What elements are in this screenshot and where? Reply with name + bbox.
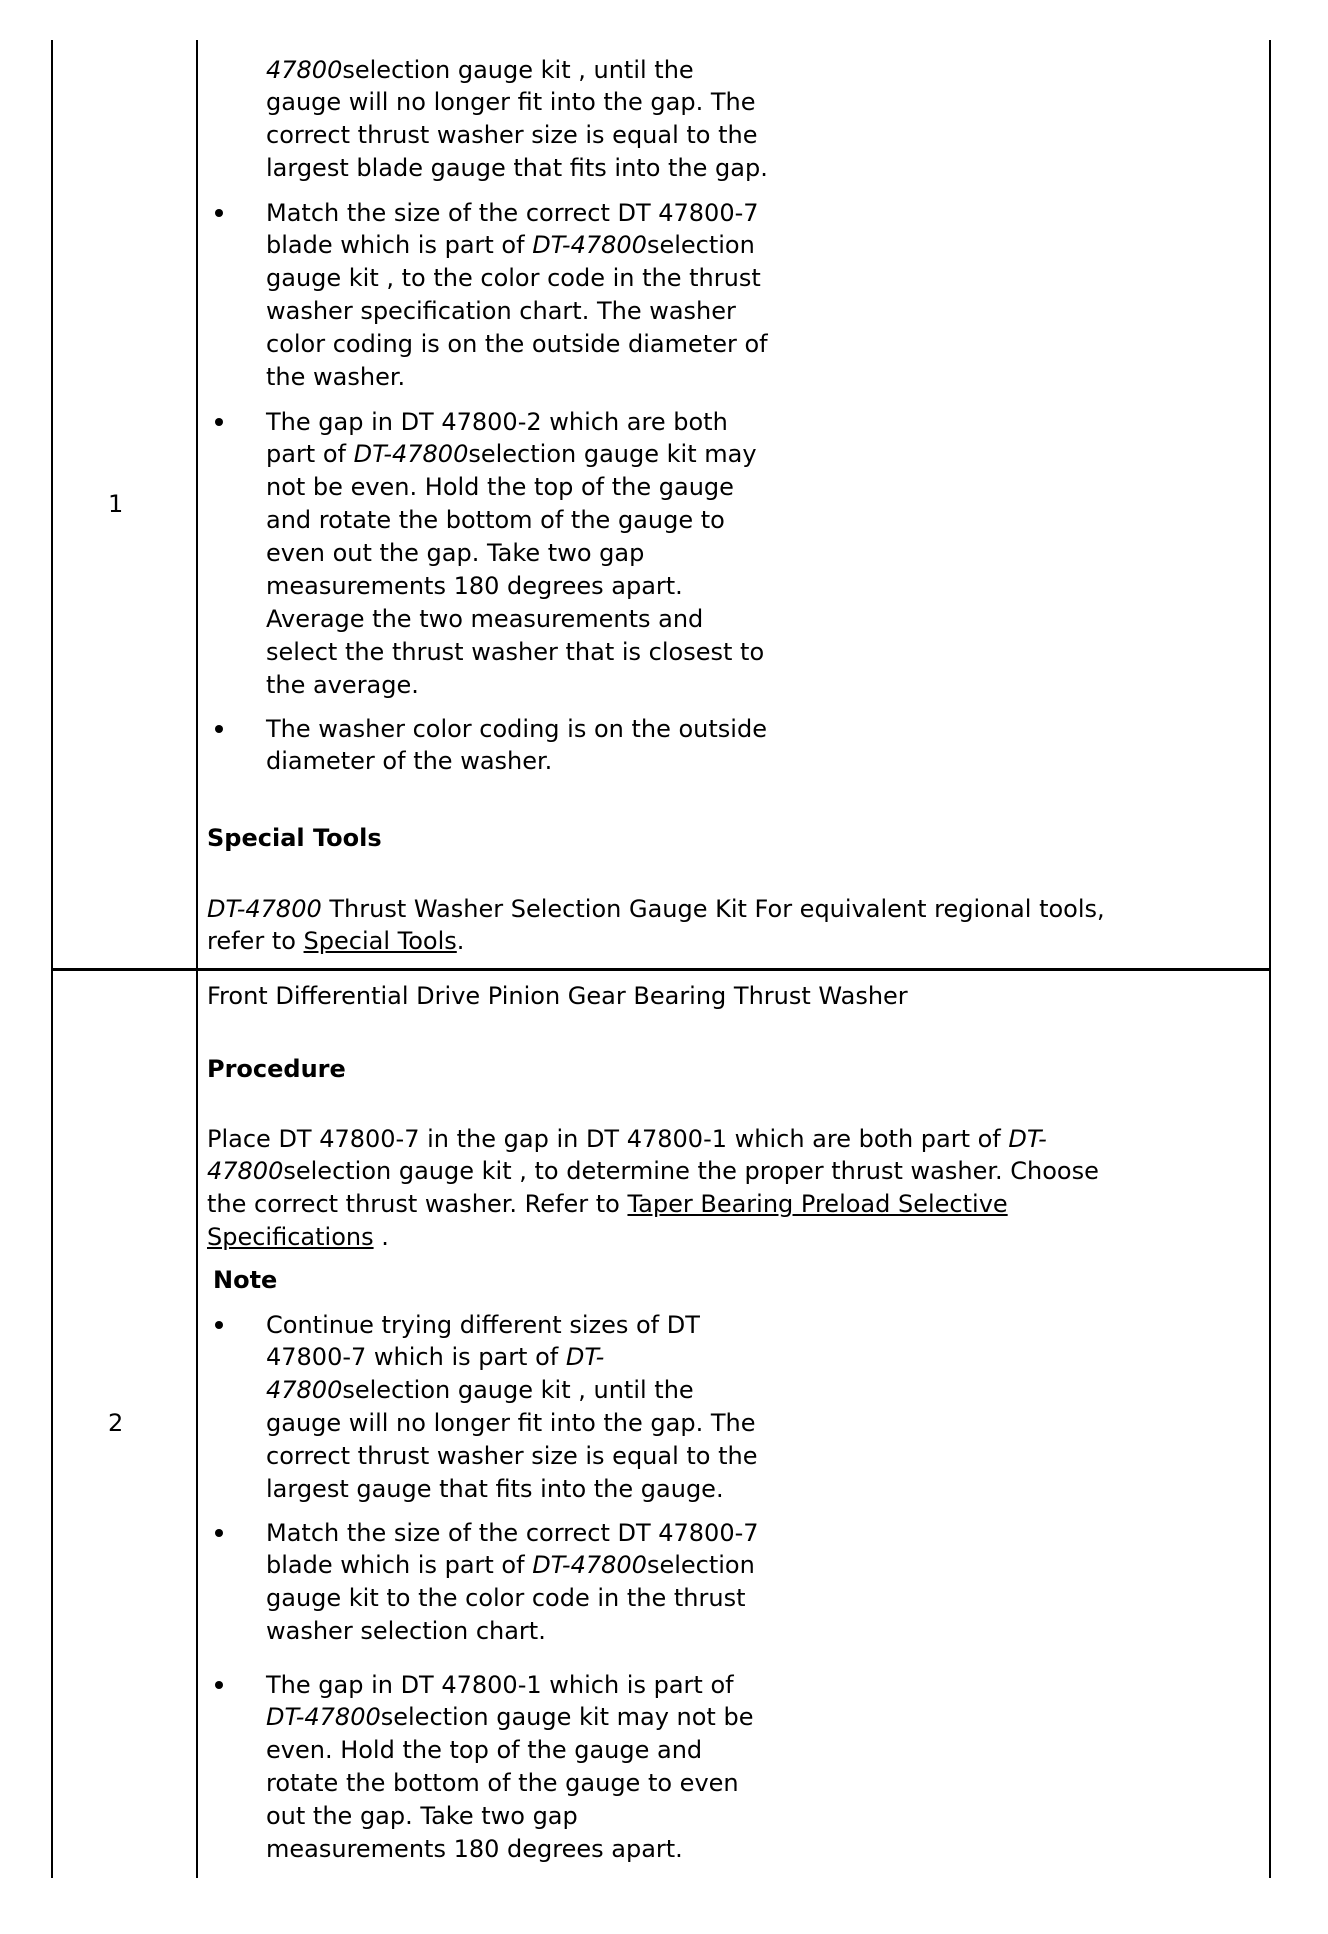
tool-reference: 47800 xyxy=(207,1157,284,1186)
text-run: measurements 180 degrees apart. xyxy=(266,1835,683,1863)
text-line xyxy=(266,86,755,119)
text-run: color coding is on the outside diameter of xyxy=(266,330,768,359)
text-run: Thrust Washer Selection Gauge Kit For equivalent regional tools, xyxy=(321,894,1105,923)
text-run: and rotate the bottom of the gauge to xyxy=(266,506,725,535)
tool-reference: DT- xyxy=(1008,1124,1047,1153)
text-line xyxy=(266,1615,546,1648)
text-line xyxy=(266,570,683,603)
text-line xyxy=(266,603,703,636)
text-run: largest gauge that fits into the gauge. xyxy=(266,1475,724,1503)
text-line xyxy=(266,1549,755,1582)
text-run: blade which is part of xyxy=(266,1551,533,1580)
text-line xyxy=(207,980,908,1013)
text-line xyxy=(266,1701,753,1734)
text-run: Continue trying different sizes of DT xyxy=(266,1310,700,1339)
reference-link[interactable]: Specifications xyxy=(207,1223,374,1252)
tool-reference: 47800 xyxy=(266,55,343,84)
text-run: Place DT 47800-7 in the gap in DT 47800-1 which are both part of xyxy=(207,1124,1009,1153)
text-run: largest blade gauge that fits into the gap. xyxy=(266,154,768,183)
text-run: even. Hold the top of the gauge and xyxy=(266,1736,703,1765)
text-line xyxy=(266,1582,746,1615)
text-line xyxy=(266,152,768,185)
bullet-icon xyxy=(215,209,223,217)
text-line xyxy=(266,1309,700,1342)
text-run: refer to xyxy=(207,927,304,956)
text-line xyxy=(266,1767,739,1800)
text-run: diameter of the washer. xyxy=(266,747,553,776)
tool-reference: DT-47800 xyxy=(266,1703,381,1732)
bullet-icon xyxy=(215,1321,223,1329)
text-line xyxy=(266,537,644,570)
text-line xyxy=(266,295,736,328)
text-run: part of xyxy=(266,440,354,469)
text-line xyxy=(266,713,767,746)
text-run: selection xyxy=(646,1551,755,1580)
text-run: gauge kit to the color code in the thrust xyxy=(266,1584,746,1613)
text-line xyxy=(207,1221,389,1254)
text-line xyxy=(266,406,728,439)
text-run: the washer. xyxy=(266,363,406,391)
text-run: selection gauge kit may xyxy=(468,440,757,469)
text-run: the average. xyxy=(266,670,419,699)
text-run: 47800-7 which is part of xyxy=(266,1343,566,1372)
step-number: 1 xyxy=(108,490,124,518)
text-run: out the gap. Take two gap xyxy=(266,1802,578,1831)
text-line xyxy=(266,1734,702,1767)
text-run: gauge kit , to the color code in the thrust xyxy=(266,264,761,293)
text-run: the correct thrust washer. Refer to xyxy=(207,1190,628,1219)
text-run: rotate the bottom of the gauge to even xyxy=(266,1769,739,1798)
text-line xyxy=(266,636,764,669)
text-run: selection gauge kit , until the xyxy=(342,1376,694,1405)
text-run: selection gauge kit , to determine the proper thrust washer. Choose xyxy=(283,1157,1099,1186)
reference-link[interactable]: Special Tools xyxy=(303,927,457,956)
text-run: gauge will no longer fit into the gap. The xyxy=(266,88,756,117)
text-run: The gap in DT 47800-2 which are both xyxy=(266,407,728,436)
text-line xyxy=(266,1341,604,1374)
text-run: Procedure xyxy=(207,1054,346,1083)
text-run: measurements 180 degrees apart. xyxy=(266,572,683,600)
tool-reference: DT-47800 xyxy=(532,231,647,260)
text-line xyxy=(207,925,464,958)
text-run: washer specification chart. The washer xyxy=(266,297,736,326)
reference-link[interactable]: Taper Bearing Preload Selective xyxy=(627,1190,1008,1219)
table-column-divider xyxy=(196,40,198,1878)
text-line xyxy=(266,328,768,361)
text-line xyxy=(266,1517,759,1550)
section-heading xyxy=(207,822,382,855)
tool-reference: DT- xyxy=(565,1343,605,1372)
text-line xyxy=(266,54,694,87)
text-line xyxy=(266,504,725,537)
text-run: Note xyxy=(213,1265,278,1294)
tool-reference: DT-47800 xyxy=(532,1551,647,1580)
text-run: Match the size of the correct DT 47800-7 xyxy=(266,1518,759,1547)
text-line xyxy=(266,1669,734,1702)
text-run: not be even. Hold the top of the gauge xyxy=(266,473,734,502)
text-run: correct thrust washer size is equal to the xyxy=(266,1442,758,1471)
table-right-border xyxy=(1269,40,1271,1878)
text-line xyxy=(207,1123,1047,1156)
text-line xyxy=(266,1473,724,1506)
section-heading xyxy=(213,1264,277,1297)
text-line xyxy=(266,262,761,295)
section-heading xyxy=(207,1053,346,1086)
text-run: blade which is part of xyxy=(266,231,533,260)
bullet-icon xyxy=(215,725,223,733)
text-line xyxy=(207,1155,1099,1188)
tool-reference: 47800 xyxy=(266,1376,343,1405)
text-line xyxy=(207,1188,1008,1221)
bullet-icon xyxy=(215,418,223,426)
table-row-divider xyxy=(51,968,1271,971)
text-line xyxy=(266,229,755,262)
text-line xyxy=(266,1407,755,1440)
text-run: gauge will no longer fit into the gap. The xyxy=(266,1409,756,1438)
text-line xyxy=(266,119,758,152)
text-run: selection xyxy=(646,231,755,260)
text-run: even out the gap. Take two gap xyxy=(266,539,645,568)
text-run: correct thrust washer size is equal to the xyxy=(266,121,758,150)
tool-reference: DT-47800 xyxy=(353,440,469,469)
tool-reference: DT-47800 xyxy=(207,894,322,923)
text-line xyxy=(266,471,734,504)
text-run: selection gauge kit , until the xyxy=(342,55,694,84)
text-run: The washer color coding is on the outside xyxy=(266,714,767,743)
text-line xyxy=(266,1374,694,1407)
text-run: Special Tools xyxy=(207,823,382,852)
text-line xyxy=(266,1440,758,1473)
text-run: Match the size of the correct DT 47800-7 xyxy=(266,198,759,227)
text-run: selection gauge kit may not be xyxy=(380,1703,754,1732)
step-number: 2 xyxy=(108,1409,124,1437)
text-line xyxy=(266,1833,683,1866)
text-run: The gap in DT 47800-1 which is part of xyxy=(266,1670,734,1699)
text-line xyxy=(266,438,757,471)
text-line xyxy=(266,197,759,230)
text-run: Average the two measurements and xyxy=(266,604,704,633)
text-run: select the thrust washer that is closest to xyxy=(266,637,765,666)
text-line xyxy=(266,1800,578,1833)
table-left-border xyxy=(51,40,53,1878)
bullet-icon xyxy=(215,1529,223,1537)
text-run: washer selection chart. xyxy=(266,1617,546,1646)
text-line xyxy=(266,669,419,702)
text-line xyxy=(266,361,405,394)
bullet-icon xyxy=(215,1681,223,1689)
text-line xyxy=(266,745,552,778)
text-line xyxy=(207,893,1105,926)
text-run: . xyxy=(373,1223,389,1252)
text-run: Front Differential Drive Pinion Gear Bearing Thrust Washer xyxy=(207,981,908,1010)
text-run: . xyxy=(456,927,465,956)
